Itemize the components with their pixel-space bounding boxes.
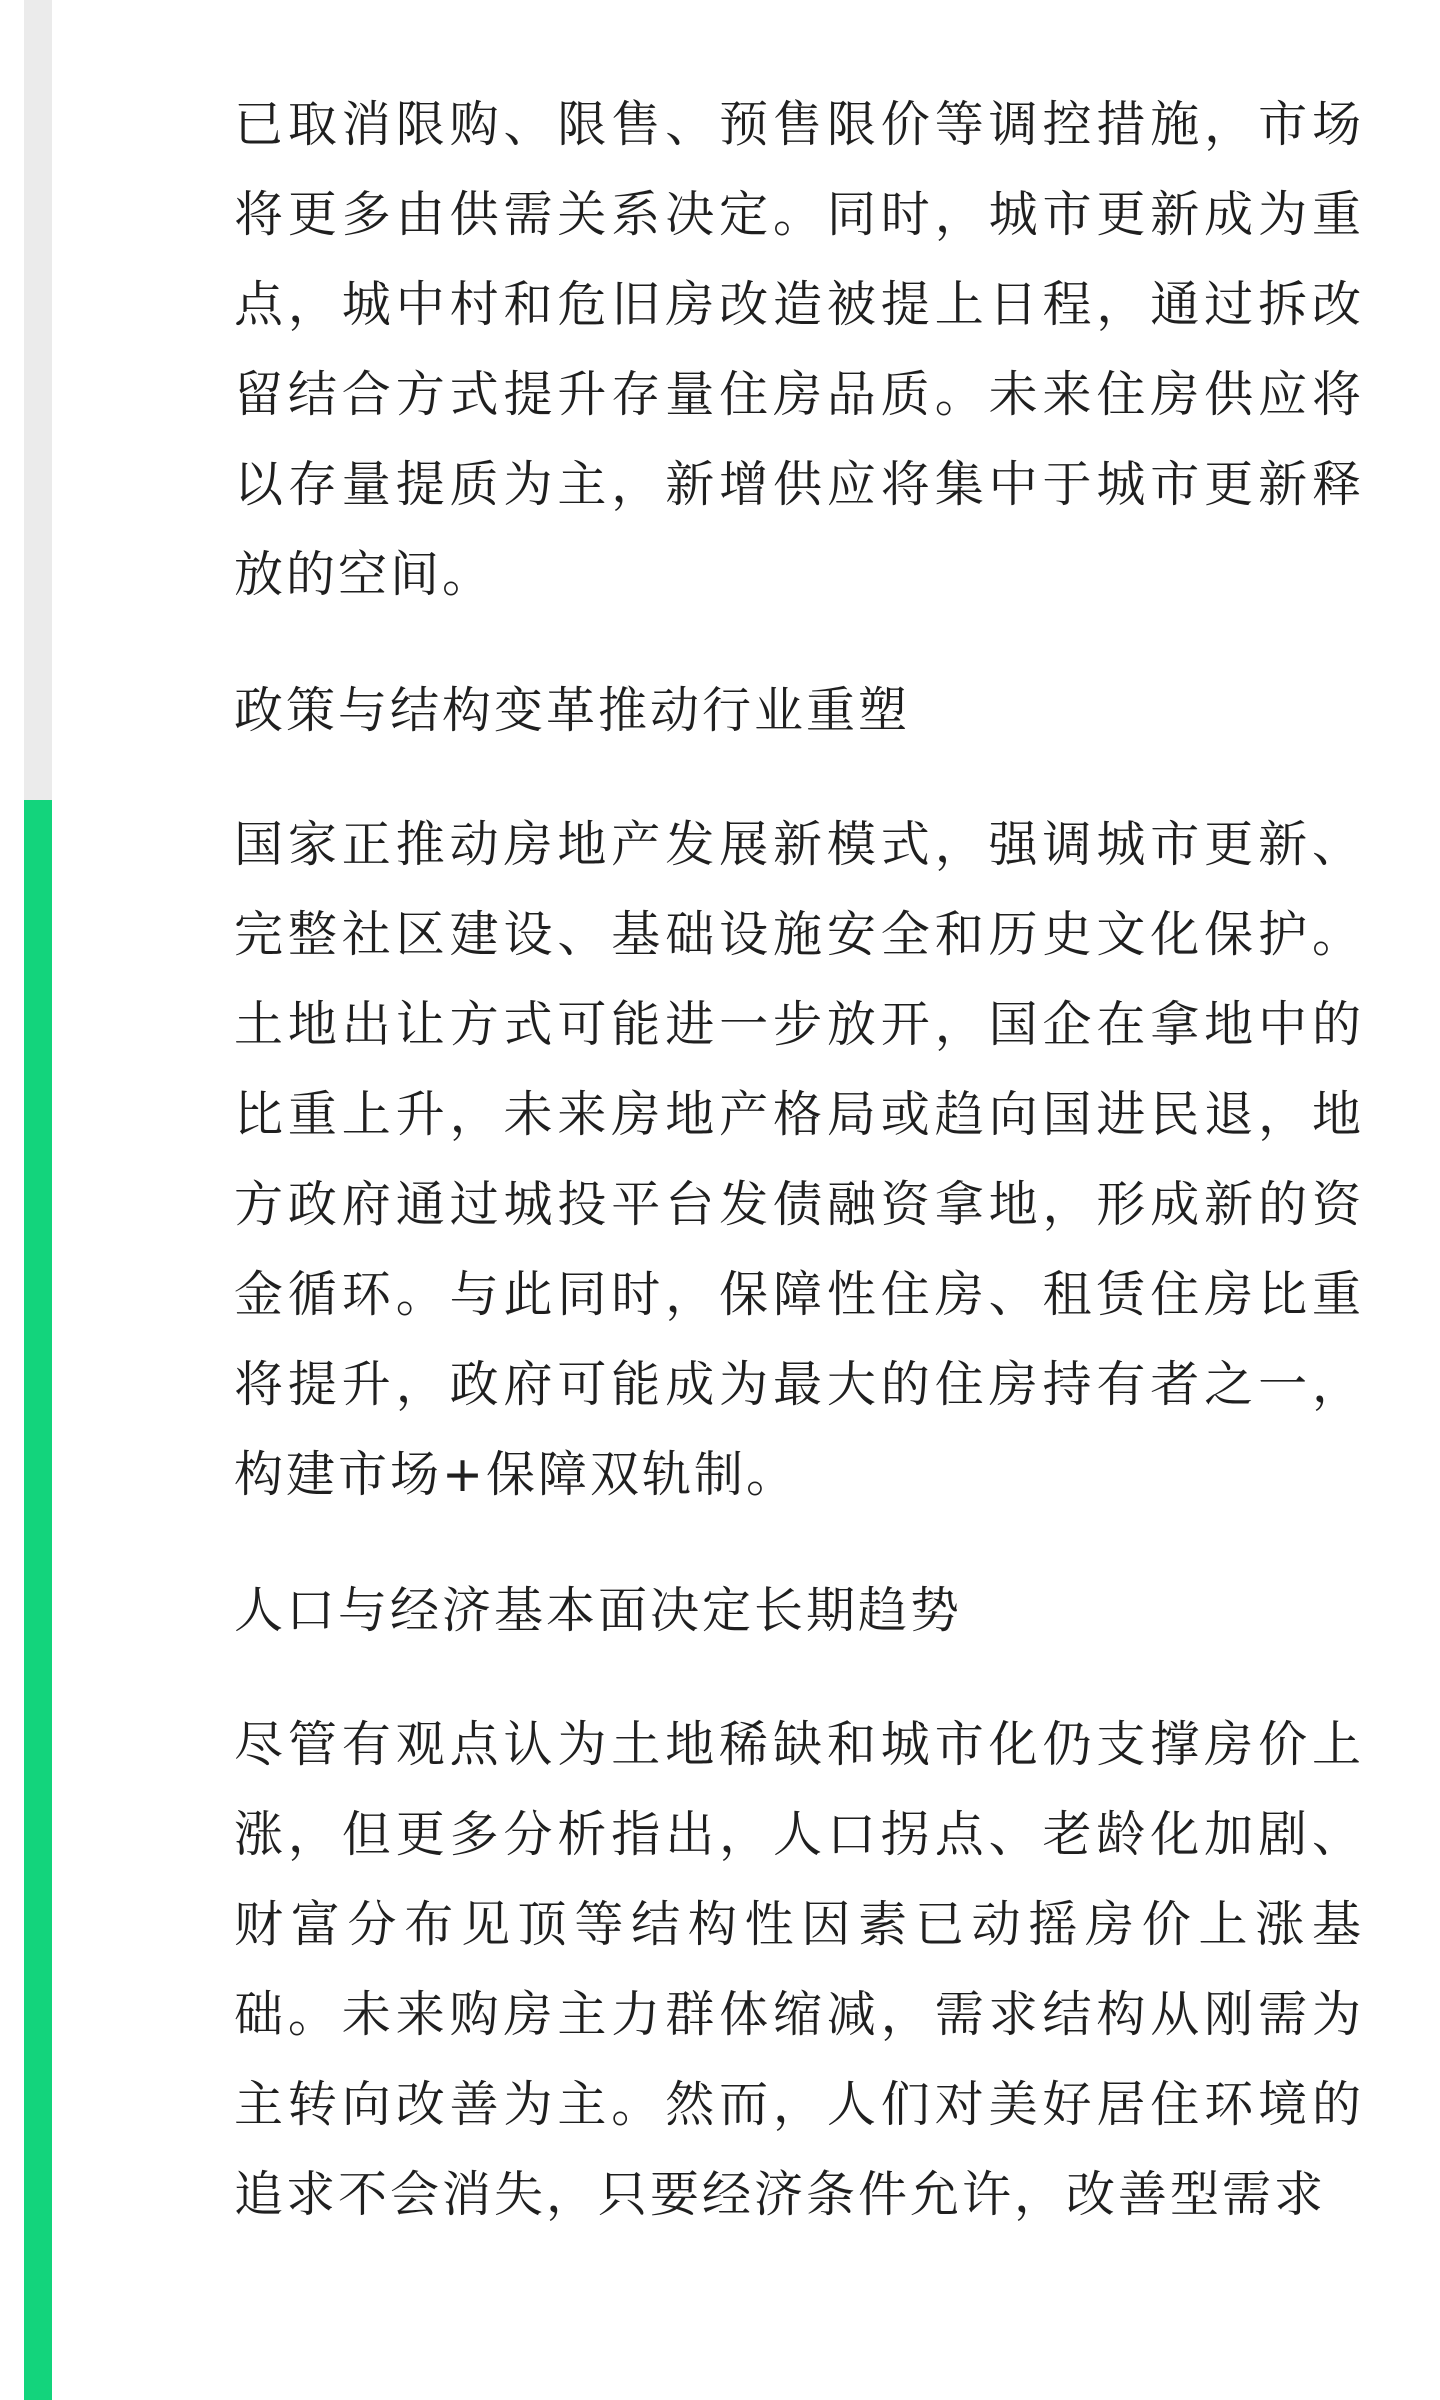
article-paragraph: 已取消限购、限售、预售限价等调控措施，市场将更多由供需关系决定。同时，城市更新成为重点，城中村和危旧房改造被提上日程，通过拆改留结合方式提升存量住房品质。未来住房供应将以存量提质为主，新增供应将集中于城市更新释放的空间。: [234, 96, 1364, 603]
reading-progress-bar: [24, 800, 52, 2400]
article-paragraph: 尽管有观点认为土地稀缺和城市化仍支撑房价上涨，但更多分析指出，人口拐点、老龄化加剧、财富分布见顶等结构性因素已动摇房价上涨基础。未来购房主力群体缩减，需求结构从刚需为主转向改善为主。然而，人们对美好居住环境的追求不会消失，只要经济条件允许，改善型需求: [234, 1716, 1364, 2223]
article-paragraph: 国家正推动房地产发展新模式，强调城市更新、完整社区建设、基础设施安全和历史文化保护。土地出让方式可能进一步放开，国企在拿地中的比重上升，未来房地产格局或趋向国进民退，地方政府通过城投平台发债融资拿地，形成新的资金循环。与此同时，保障性住房、租赁住房比重将提升，政府可能成为最大的住房持有者之一，构建市场+保障双轨制。: [234, 816, 1364, 1503]
section-heading: 政策与结构变革推动行业重塑: [234, 682, 911, 739]
section-heading: 人口与经济基本面决定长期趋势: [234, 1582, 963, 1639]
